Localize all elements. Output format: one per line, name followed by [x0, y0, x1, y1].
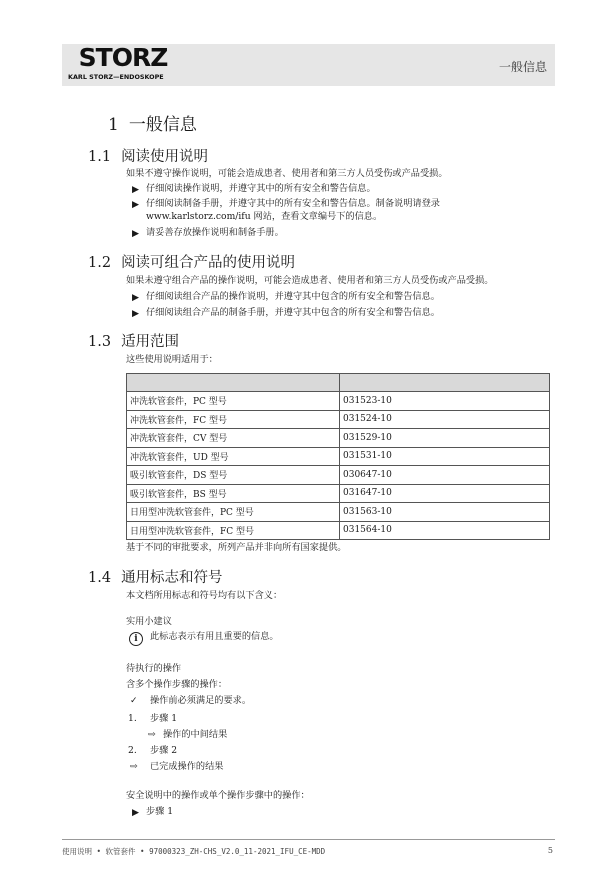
table-cell: 031647-10	[340, 484, 550, 503]
footer-text: 使用说明 • 软管套件 • 97000323_ZH-CHS_V2.0_11-2021_IFU_CE-MDD	[62, 847, 326, 856]
table-row	[127, 429, 550, 448]
arrow-icon: ⇨	[148, 729, 156, 740]
section-title: 适用范围	[121, 334, 180, 350]
paragraph: 基于不同的审批要求，所列产品并非向所有国家提供。	[126, 542, 347, 553]
table-cell: 冲洗软管套件，PC 型号	[127, 392, 340, 411]
list-item: 仔细阅读制备手册，并遵守其中的所有安全和警告信息。制备说明请登录	[146, 198, 440, 209]
table-cell: 冲洗软管套件，CV 型号	[127, 429, 340, 448]
table-cell: 031529-10	[340, 429, 550, 448]
step-number: 2.	[128, 745, 137, 756]
single-step: 步骤 1	[146, 806, 174, 817]
paragraph: 这些使用说明适用于：	[126, 354, 218, 365]
table-row	[127, 521, 550, 540]
table-cell: 031564-10	[340, 521, 550, 540]
table-cell: 吸引软管套件，BS 型号	[127, 484, 340, 503]
section-number: 1.4	[88, 570, 112, 586]
table-cell: 031524-10	[340, 410, 550, 429]
bullet-icon: ▶	[132, 228, 140, 239]
table-row	[127, 466, 550, 485]
list-item: 请妥善存放操作说明和制备手册。	[146, 227, 284, 238]
step-number: 1.	[128, 713, 137, 724]
paragraph: 含多个操作步骤的操作：	[126, 679, 228, 690]
final-result: 已完成操作的结果	[150, 761, 224, 772]
table-cell: 031523-10	[340, 392, 550, 411]
table-row	[127, 503, 550, 522]
table-header-row	[127, 374, 550, 392]
list-item-continuation: www.karlstorz.com/ifu 网站，查看文章编号下的信息。	[146, 211, 383, 222]
table-row	[127, 410, 550, 429]
list-item: 仔细阅读组合产品的操作说明，并遵守其中包含的所有安全和警告信息。	[146, 291, 440, 302]
section-title: 阅读可组合产品的使用说明	[121, 255, 296, 271]
paragraph: 如果未遵守组合产品的操作说明，可能会造成患者、使用者和第三方人员受伤或产品受损。	[126, 275, 494, 286]
chapter-title: 一般信息	[128, 115, 197, 135]
header-section-title: 一般信息	[498, 60, 547, 74]
section-heading-1-2	[88, 251, 295, 272]
bullet-icon: ▶	[132, 199, 140, 210]
tip-text: 此标志表示有用且重要的信息。	[150, 631, 279, 642]
table-cell: 吸引软管套件，DS 型号	[127, 466, 340, 485]
logo-wordmark: STORZ	[78, 43, 168, 72]
section-title: 阅读使用说明	[121, 149, 209, 165]
table-cell: 030647-10	[340, 466, 550, 485]
product-table	[126, 373, 550, 540]
interim-result: 操作的中间结果	[163, 729, 228, 740]
section-title: 通用标志和符号	[121, 570, 223, 586]
chapter-number: 1	[108, 115, 119, 135]
prerequisite: 操作前必须满足的要求。	[150, 695, 252, 706]
table-cell: 冲洗软管套件，FC 型号	[127, 410, 340, 429]
paragraph: 如果不遵守操作说明，可能会造成患者、使用者和第三方人员受伤或产品受损。	[126, 168, 448, 179]
footer-divider	[62, 839, 555, 840]
section-heading-1-1	[88, 145, 208, 166]
table-cell: 冲洗软管套件，UD 型号	[127, 447, 340, 466]
logo-subtitle: KARL STORZ—ENDOSKOPE	[68, 73, 164, 81]
section-heading-1-3	[88, 330, 179, 351]
table-header-cell	[127, 374, 340, 392]
bullet-icon: ▶	[132, 292, 140, 303]
bullet-icon: ▶	[132, 184, 140, 195]
section-heading-1-4	[88, 566, 223, 587]
page-header	[62, 44, 555, 86]
chapter-heading	[108, 110, 197, 135]
tip-title: 实用小建议	[126, 616, 172, 627]
page-number: 5	[547, 846, 553, 855]
table-cell: 031563-10	[340, 503, 550, 522]
table-row	[127, 484, 550, 503]
list-item: 仔细阅读操作说明，并遵守其中的所有安全和警告信息。	[146, 183, 376, 194]
table-cell: 日用型冲洗软管套件，PC 型号	[127, 503, 340, 522]
table-header-cell	[340, 374, 550, 392]
section-number: 1.1	[88, 149, 112, 165]
bullet-icon: ▶	[132, 308, 140, 319]
action-title: 待执行的操作	[126, 663, 182, 674]
step-1: 步骤 1	[150, 713, 178, 724]
storz-logo	[68, 43, 178, 85]
section-number: 1.2	[88, 255, 112, 271]
bullet-icon: ▶	[132, 807, 140, 818]
section-number: 1.3	[88, 334, 112, 350]
step-2: 步骤 2	[150, 745, 178, 756]
arrow-icon: ⇨	[130, 761, 138, 772]
list-item: 仔细阅读组合产品的制备手册，并遵守其中包含的所有安全和警告信息。	[146, 307, 440, 318]
table-row	[127, 447, 550, 466]
paragraph: 安全说明中的操作或单个操作步骤中的操作：	[126, 790, 310, 801]
table-row	[127, 392, 550, 411]
table-cell: 031531-10	[340, 447, 550, 466]
table-cell: 日用型冲洗软管套件，FC 型号	[127, 521, 340, 540]
check-icon: ✓	[130, 695, 138, 706]
info-icon: i	[129, 632, 143, 646]
paragraph: 本文档所用标志和符号均有以下含义：	[126, 590, 283, 601]
